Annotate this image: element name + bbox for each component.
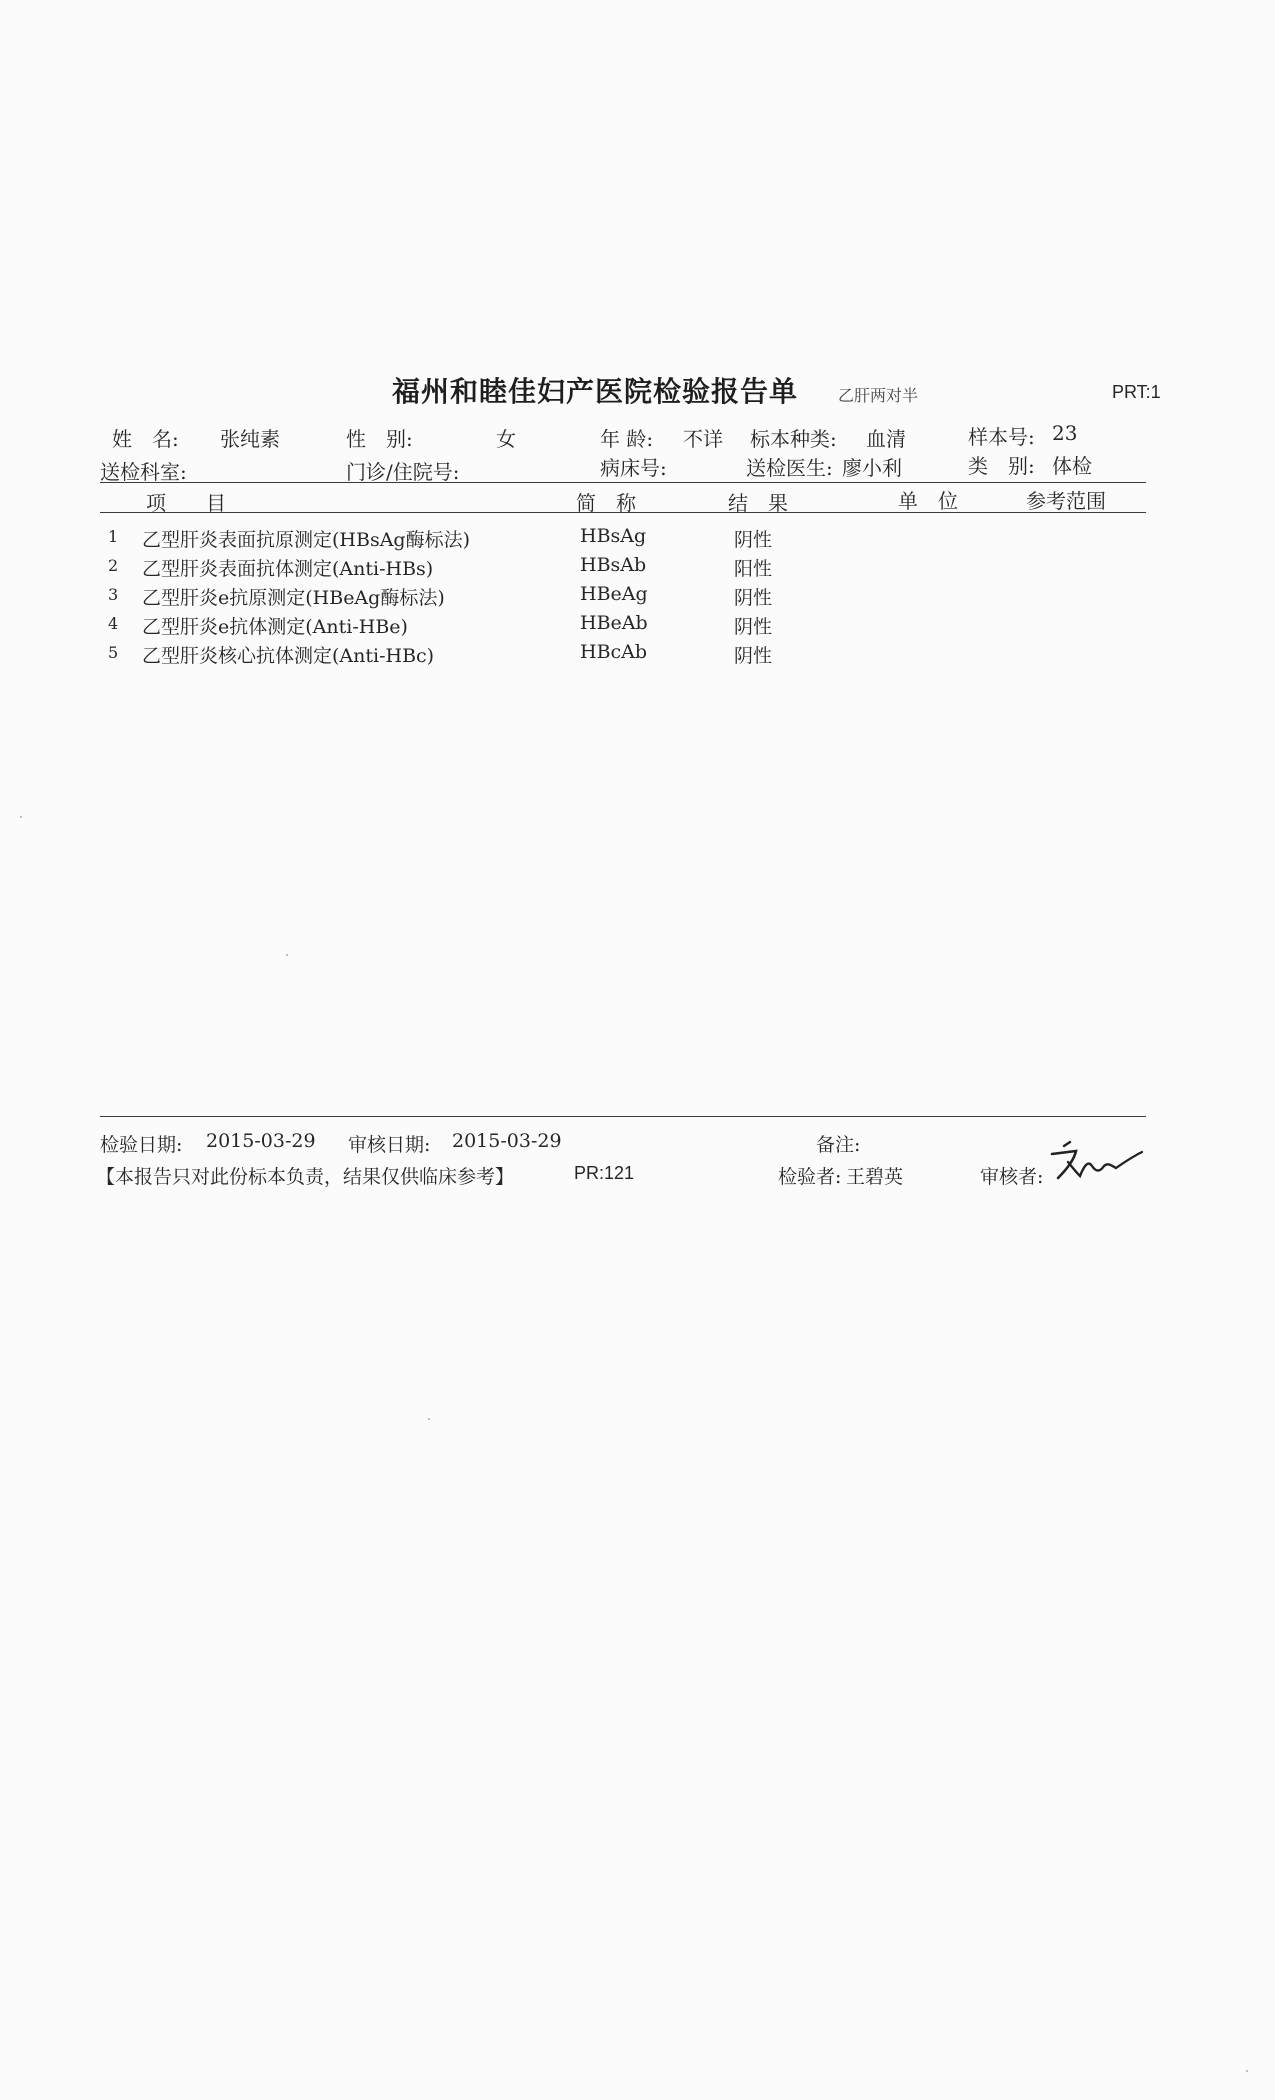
report-title: 福州和睦佳妇产医院检验报告单 xyxy=(392,375,799,408)
table-row xyxy=(0,641,1275,671)
row-result: 阳性 xyxy=(734,558,773,580)
outpatient-label: 门诊/住院号: xyxy=(346,460,460,484)
specimen-type-value: 血清 xyxy=(866,427,906,451)
review-date-label: 审核日期: xyxy=(348,1134,431,1156)
footer-rule xyxy=(100,1116,1146,1117)
sample-no-label: 样本号: xyxy=(968,425,1035,449)
remarks-label: 备注: xyxy=(816,1134,861,1156)
col-header-abbr: 简 称 xyxy=(576,491,636,515)
specimen-type-label: 标本种类: xyxy=(750,427,837,451)
test-date-value: 2015-03-29 xyxy=(206,1130,316,1152)
table-row xyxy=(0,525,1275,555)
reviewer-label: 审核者: xyxy=(980,1166,1044,1188)
tester-value: 王碧英 xyxy=(846,1166,904,1188)
row-number: 5 xyxy=(108,643,119,662)
age-value: 不详 xyxy=(683,427,723,451)
row-item: 乙型肝炎e抗原测定(HBeAg酶标法) xyxy=(142,587,445,609)
gender-value: 女 xyxy=(496,427,516,451)
table-row xyxy=(0,612,1275,642)
tester-label: 检验者: xyxy=(778,1166,842,1188)
test-name-note: 乙肝两对半 xyxy=(838,386,919,405)
scan-speck xyxy=(1246,2070,1248,2072)
row-abbr: HBsAg xyxy=(580,525,647,547)
col-header-item: 项 目 xyxy=(146,491,226,515)
col-header-range: 参考范围 xyxy=(1026,489,1106,513)
doctor-value: 廖小利 xyxy=(842,456,902,480)
sample-no-value: 23 xyxy=(1052,421,1078,445)
row-abbr: HBcAb xyxy=(580,641,648,663)
row-number: 4 xyxy=(108,614,119,633)
bed-label: 病床号: xyxy=(600,456,667,480)
test-date-label: 检验日期: xyxy=(100,1134,183,1156)
row-item: 乙型肝炎表面抗体测定(Anti-HBs) xyxy=(142,558,434,580)
row-number: 2 xyxy=(108,556,119,575)
row-result: 阴性 xyxy=(734,529,773,551)
table-row xyxy=(0,583,1275,613)
table-row xyxy=(0,554,1275,584)
row-item: 乙型肝炎e抗体测定(Anti-HBe) xyxy=(142,616,408,638)
col-header-unit: 单 位 xyxy=(898,489,958,513)
scan-speck xyxy=(286,954,288,956)
scan-speck xyxy=(428,1418,430,1420)
row-result: 阴性 xyxy=(734,587,773,609)
row-number: 3 xyxy=(108,585,119,604)
category-value: 体检 xyxy=(1052,454,1092,478)
pr-code: PR:121 xyxy=(574,1163,635,1183)
table-top-rule xyxy=(100,482,1146,483)
disclaimer-text: 【本报告只对此份标本负责，结果仅供临床参考】 xyxy=(96,1166,515,1188)
patient-name-label: 姓 名: xyxy=(112,427,179,451)
department-label: 送检科室: xyxy=(100,460,187,484)
row-abbr: HBeAb xyxy=(580,612,648,634)
age-label: 年 龄: xyxy=(600,427,654,451)
prt-code: PRT:1 xyxy=(1112,382,1161,402)
row-result: 阴性 xyxy=(734,645,773,667)
row-number: 1 xyxy=(108,527,119,546)
row-item: 乙型肝炎核心抗体测定(Anti-HBc) xyxy=(142,645,435,667)
row-item: 乙型肝炎表面抗原测定(HBsAg酶标法) xyxy=(142,529,470,551)
row-abbr: HBsAb xyxy=(580,554,647,576)
gender-label: 性 别: xyxy=(346,427,413,451)
review-date-value: 2015-03-29 xyxy=(452,1130,562,1152)
reviewer-signature-icon xyxy=(1046,1136,1146,1190)
col-header-result: 结 果 xyxy=(728,491,788,515)
row-result: 阴性 xyxy=(734,616,773,638)
doctor-label: 送检医生: xyxy=(746,456,833,480)
patient-name-value: 张纯素 xyxy=(220,427,280,451)
scan-speck xyxy=(20,816,22,818)
category-label: 类 别: xyxy=(968,454,1035,478)
row-abbr: HBeAg xyxy=(580,583,648,605)
